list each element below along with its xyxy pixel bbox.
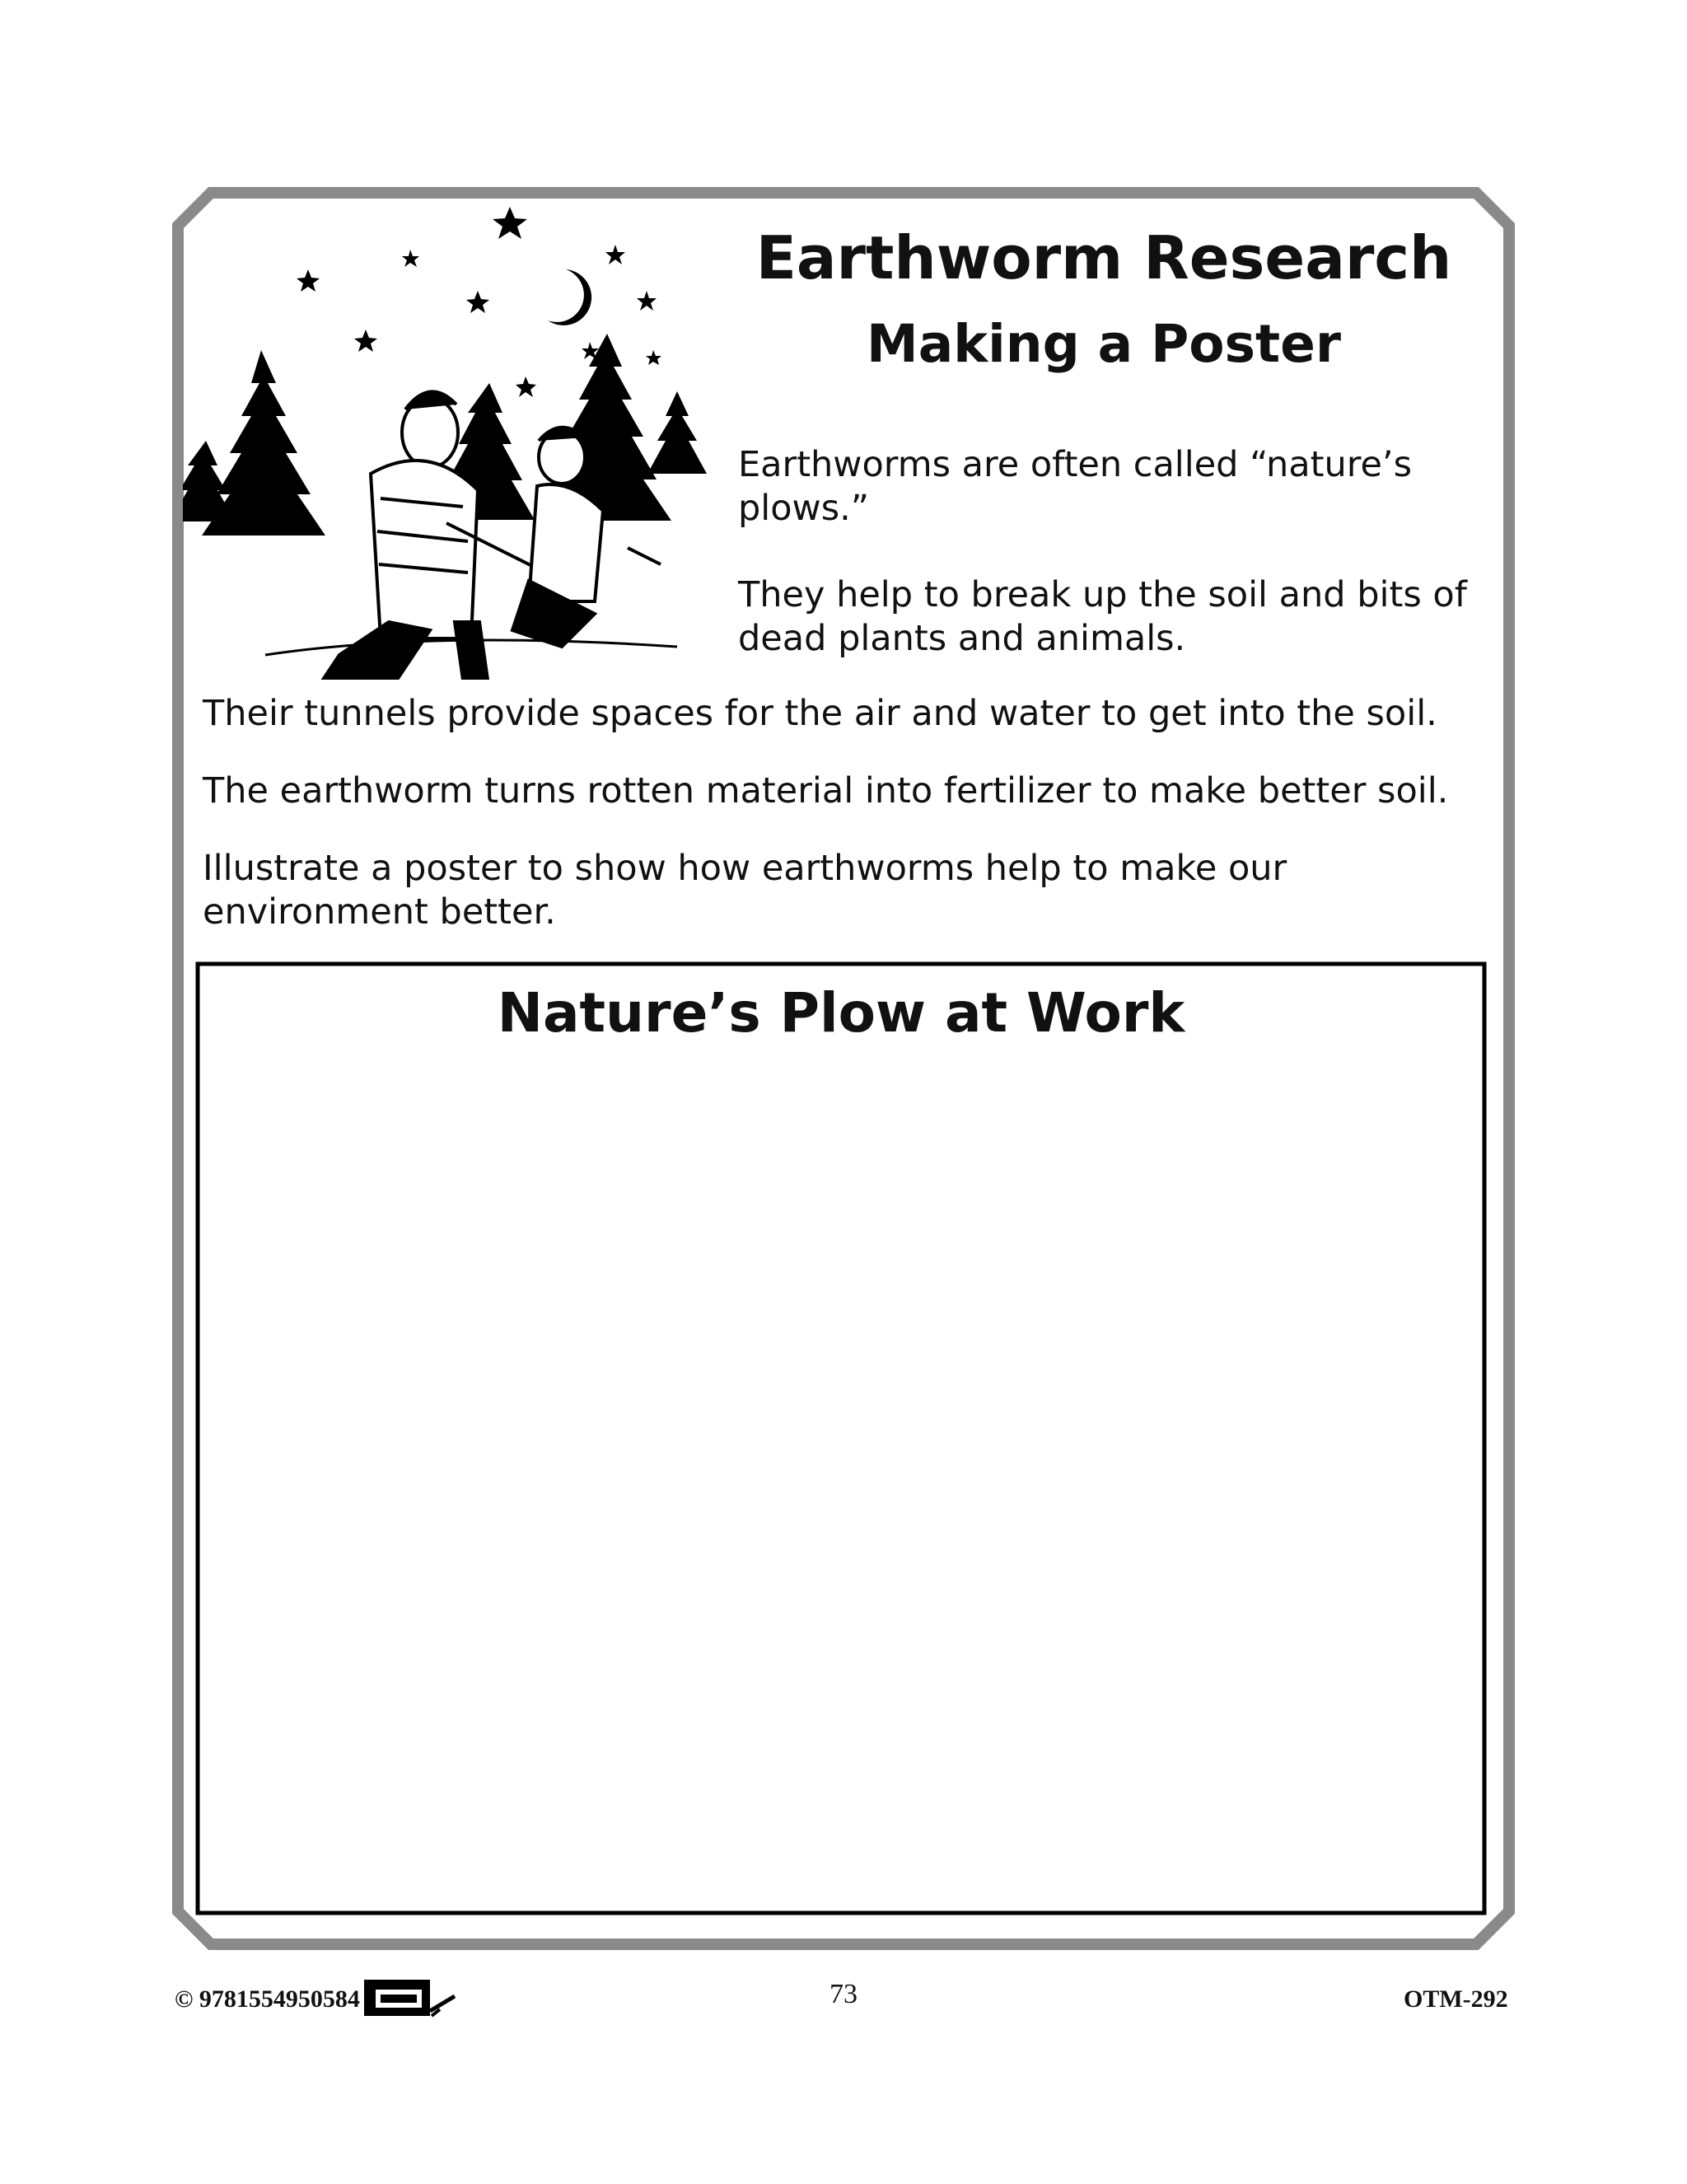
paragraph-instructions: Illustrate a poster to show how earthworms help to make our environment better. (203, 848, 1287, 933)
earthworm-illustration (183, 194, 727, 680)
poster-drawing-box (198, 964, 1484, 1913)
man-figure (323, 391, 545, 680)
footer-copyright: © 9781554950584 (175, 1985, 360, 2013)
page-number: 73 (829, 1979, 858, 2009)
poster-box-title: Nature’s Plow at Work (497, 981, 1185, 1045)
publisher-logo-icon (362, 1973, 457, 2023)
paragraph-tunnels: Their tunnels provide spaces for the air and water to get into the soil. (203, 693, 1437, 734)
paragraph-fertilizer: The earthworm turns rotten material into fertilizer to make better soil. (203, 770, 1449, 811)
worksheet-subtitle: Making a Poster (867, 314, 1341, 374)
paragraph-break-up-soil: They help to break up the soil and bits of dead plants and animals. (738, 574, 1467, 659)
paragraph-natures-plows: Earthworms are often called “nature’s plows.” (738, 444, 1413, 529)
worksheet-title: Earthworm Research (755, 223, 1452, 292)
footer-product-code: OTM-292 (1404, 1985, 1508, 2013)
moon-icon (548, 269, 591, 325)
